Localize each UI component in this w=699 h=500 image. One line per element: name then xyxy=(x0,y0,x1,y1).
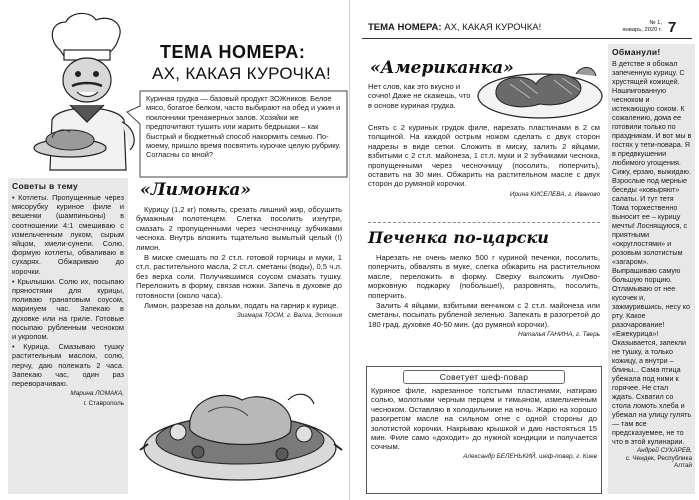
page-gutter xyxy=(349,0,350,500)
header-section-label xyxy=(368,22,608,33)
issue-date: январь, 2020 г. xyxy=(622,27,662,33)
header-section: ТЕМА НОМЕРА: xyxy=(368,22,442,33)
header-headline: АХ, КАКАЯ КУРОЧКА! xyxy=(444,22,542,33)
chef-advice-text: Куриное филе, нарезанное толстыми пластинами, натираю солью, молотыми черным перцем и тимьяном, измельченным чесноком. Оставляю в холодильнике на ночь. Жарю на хорошо разогретом масле на сильном огне с одной стороны до золотистой корочки. Накрываю крышкой и даю настояться 15 мин. Филе само «доходит» до нужной кондиции и получается сочным. xyxy=(371,386,597,452)
theme-label: ТЕМА НОМЕРА: xyxy=(160,42,306,62)
pechenka-signature: Наталья ГАНИНА, г. Тверь xyxy=(518,331,600,339)
pechenka-p1: Нарезать не очень мелко 500 г куриной печенки, посолить, поперчить, обвалять в муке, слегка обжарить на растительном масле, переложить в форму. Сверху выложить лукОво-морковную поджарку (побольше!), разровнять, посолить, поперчить. xyxy=(368,253,600,300)
issue-info xyxy=(622,20,662,34)
chef-advice-box xyxy=(366,366,602,494)
limonka-p2: В миске смешать по 2 ст.л. готовой горчицы и муки, 1 ст.л. растительного масла, 2 ст.л. сметаны (воды), 0,5 ч.л. без верха соли. Получившимся соусом смазать тушку. Переложить в форму, связав ножки. Запечь в духовке до готовности (около часа). xyxy=(136,253,342,300)
amerikanka-signature: Ирина КИСЕЛЕВА, г. Иваново xyxy=(509,190,600,198)
tips-signature: Марина ЛОМАКА, xyxy=(70,390,124,398)
page-number: 7 xyxy=(668,19,677,36)
story-place: с. Чендек, Республика Алтай xyxy=(625,455,692,469)
story-title: Обманули! xyxy=(612,47,661,57)
pechenka-p2: Залить 4 яйцами, взбитыми венчиком с 2 ст.л. майонеза или сметаны, посыпать рубленой зеленью. Запекать в разогретой до 180 град. духовке 40-50 мин. (до румяной корочки). xyxy=(368,301,600,329)
issue-number: № 1, xyxy=(649,20,662,26)
amerikanka-title: «Американка» xyxy=(370,58,514,78)
pechenka-title: Печенка по-царски xyxy=(368,228,549,247)
intro-bubble xyxy=(126,90,348,178)
limonka-signature: Зигмара ТООМ, г. Валга, Эстония xyxy=(236,312,342,320)
limonka-title: «Лимонка» xyxy=(140,180,252,200)
amerikanka-p1: Снять с 2 куриных грудок филе, нарезать пластинами в 2 см толщиной. На каждой острым ножом сделать с двух сторон надрезы в виде сетки. Сложить в миску, залить 2 яйцами, взбитыми с 2 ст.л. майонеза, 1 ст.л. муки и 2 зубчиками чеснока, пропущенными через чесночницу (посолить, поперчить), оставить на 30 мин. Обжарить на растительном масле с двух сторон до румяной корочки. xyxy=(368,123,600,189)
tips-place: г. Ставрополь xyxy=(83,400,124,408)
story-sidebar xyxy=(608,44,695,494)
amerikanka-plate-drawing xyxy=(476,54,604,122)
tip-wings: • Крылышки. Солю их, посыпаю пряностями для курицы, поливаю гранатовым соусом, маринуем час. Запекаю в духовке или на гриле. Готовые посыпаю рубленным чесноком и укропом. xyxy=(12,276,124,342)
chef-advice-title: Советует шеф-повар xyxy=(403,370,565,384)
roast-dish-illustration xyxy=(138,360,343,490)
amerikanka-plate-illustration xyxy=(476,54,604,122)
chef-advice-signature: Александр БЕЛЕНЬКИЙ, шеф-повар, г. Киев xyxy=(463,452,597,460)
story-signature: Андрей СУХАРЕВ, xyxy=(636,447,692,454)
section-separator xyxy=(368,222,600,223)
intro-text: Куриная грудка — базовый продукт ЗОЖников. Белое мясо, богатое белком, часто выбирают на обед и ужин и поклонники тренажерных залов. Хозяйки же предпочитают тушить или жарить бедрышки – как быстрый и бюджетный способ накормить семью. По-моему, пришло время посвятить курочке целую рубрику. Согласны со мной? xyxy=(146,94,341,160)
tips-box xyxy=(8,178,128,494)
limonka-body xyxy=(136,205,342,321)
amerikanka-body xyxy=(368,123,600,199)
theme-headline: АХ, КАКАЯ КУРОЧКА! xyxy=(152,64,332,83)
tip-chicken: • Курица. Смазываю тушку растительным маслом, солю, перчу, даю полежать 2 часа. Запекаю час, один раз переворачиваю. xyxy=(12,342,124,389)
limonka-p1: Курицу (1,2 кг) помыть, срезать лишний жир, обсушить бумажным полотенцем. Слегка посолить изнутри, смазать 2 пропущенными через чесночницу зубчиками чеснока. Внутрь вложить тщательно вымытый целый (!) лимон. xyxy=(136,205,342,252)
header-rule xyxy=(362,38,692,39)
pechenka-body xyxy=(368,253,600,340)
tips-title: Советы в тему xyxy=(12,181,79,191)
roast-dish-drawing xyxy=(138,360,343,490)
story-text: В детстве я обожал запеченную курицу. С хрустящей кожицей. Нашпигованную чесноком и истекающую соком. К сожалению, дома ее готовили только по праздникам. И вот мы в гостях у тети-повара. Я в предвкушении любимого угощения. Сижу, ерзаю, выжидаю. Взрослые под мерные беседы «ковыряют» салаты. И тут тетя Тома торжественно выносит ее – курицу мечты! Лоснящуюся, с приятными «округлостями» и розовым золотистым «загаром». Выпрашиваю самую большую порцию. Отламываю от нее кусочек и, зажмурившись, несу ко рту. Какое разочарование! «Ежекурица»! Оказывается, запекли не тушку, а только кожицу, а внутри – блины... Сама птица убежала под ними к горячее. Не стал ждать. Схватил со стола ломоть хлеба и убежал на улицу гулять — там все предсказуемее, не то что в этой кулинарии. xyxy=(612,59,692,446)
limonka-p3: Лимон, разрезав на дольки, подать на гарнир к курице. xyxy=(144,301,339,311)
tip-cutlets: • Котлеты. Пропущенные через мясорубку куриное филе и вешенки (шампиньоны) в соотношении 4:1 смешиваю с измельченным луком, сырым яйцом, хмели-сунели. Солю, формую котлеты, обваливаю в сухарях. Обжариваю до корочки. xyxy=(12,193,124,276)
amerikanka-intro: Нет слов, как это вкусно и сочно! Даже не скажешь, что в основе куриная грудка. xyxy=(368,82,471,110)
